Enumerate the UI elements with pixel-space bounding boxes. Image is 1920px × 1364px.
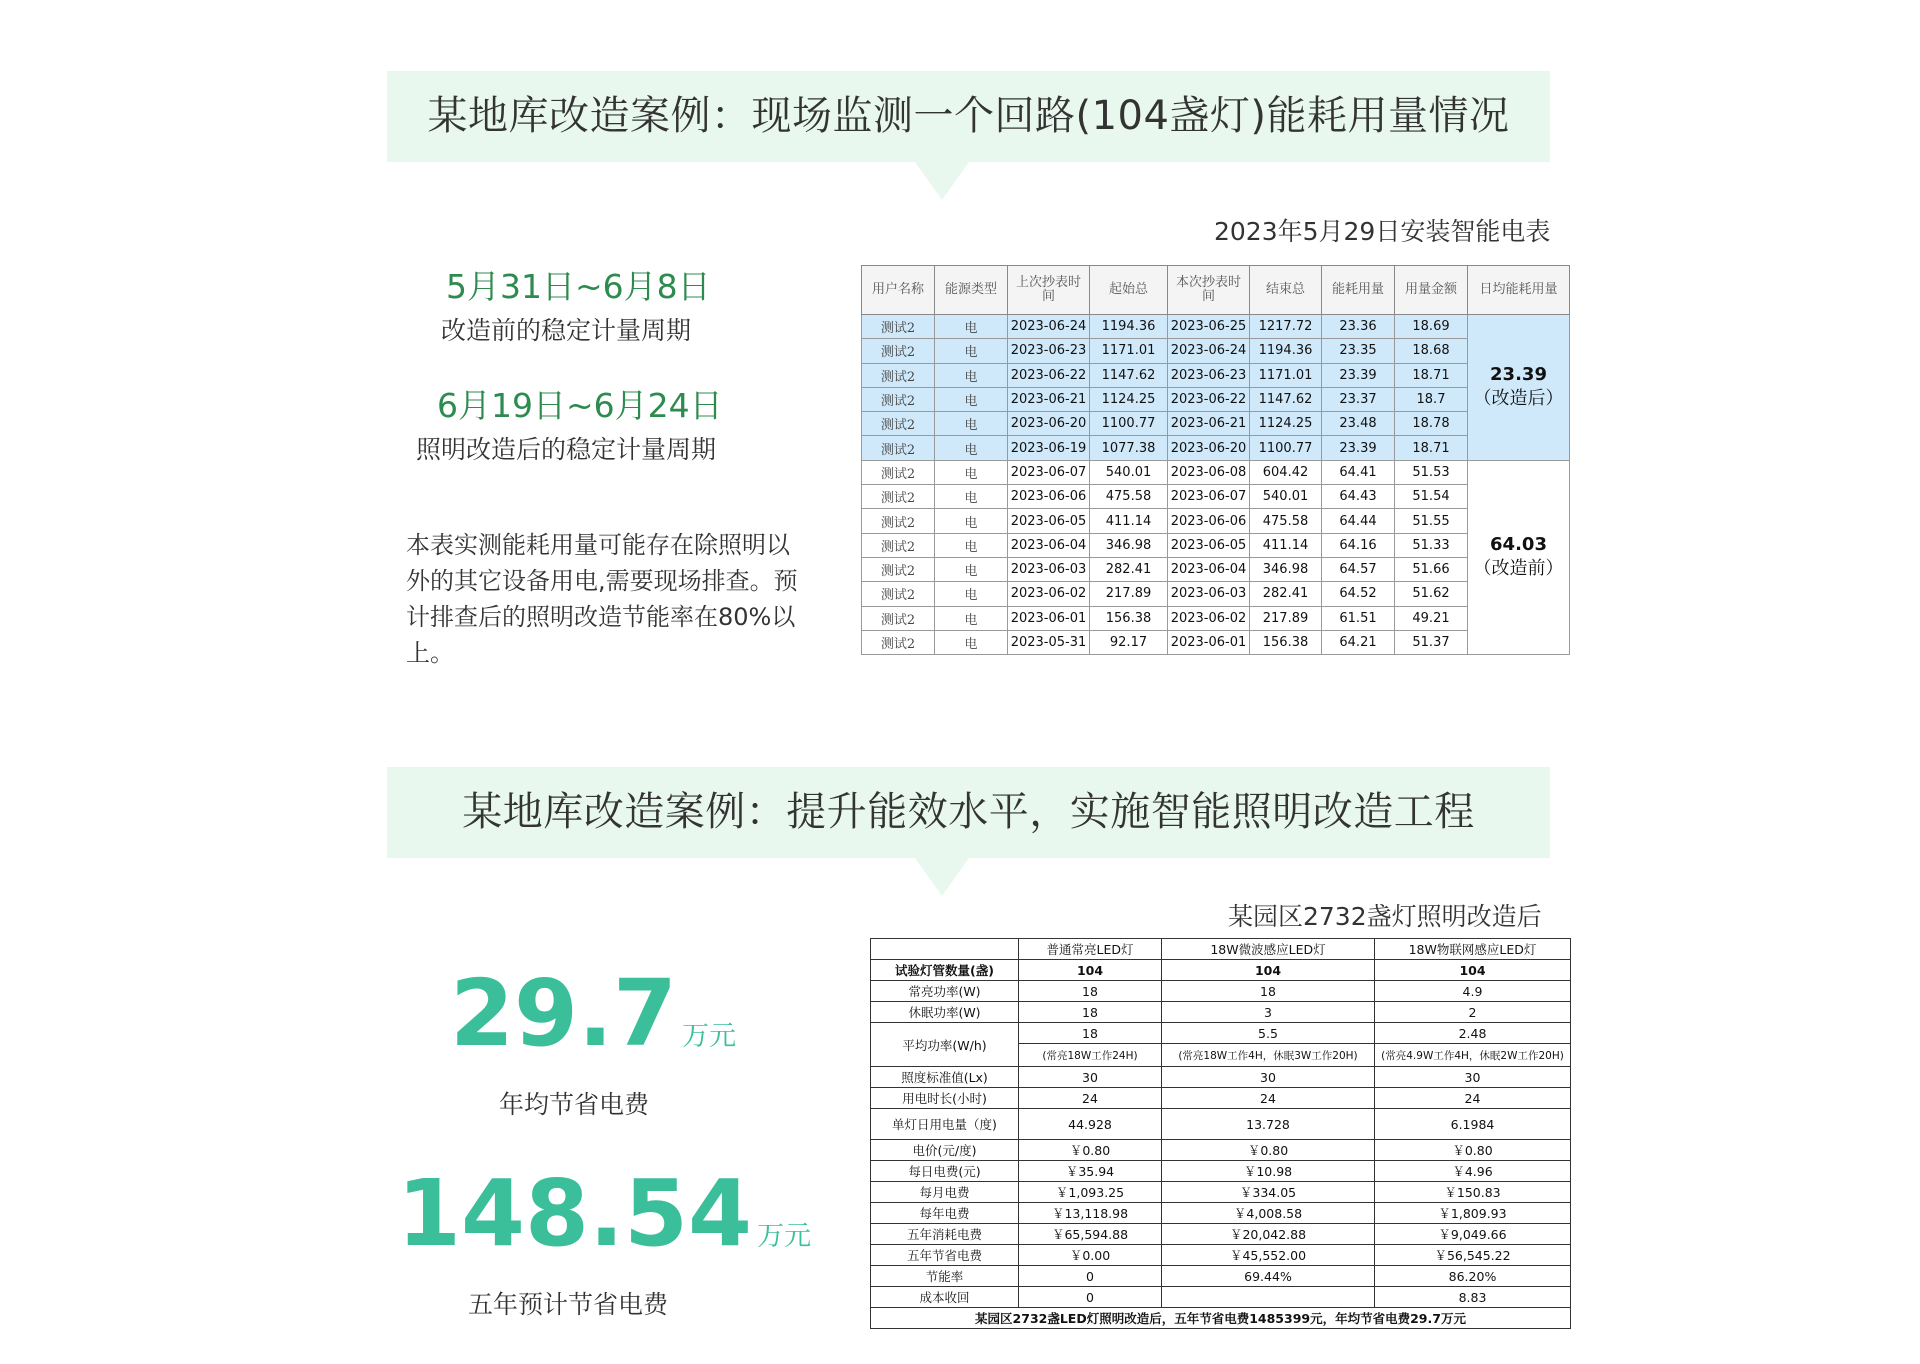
table-cell: 346.98 <box>1250 557 1322 581</box>
table-cell: 1194.36 <box>1090 315 1168 339</box>
table-cell: 电 <box>935 412 1008 436</box>
row-label: 每年电费 <box>871 1203 1019 1224</box>
table-cell: 测试2 <box>862 630 935 654</box>
column-header: 普通常亮LED灯 <box>1019 939 1162 960</box>
column-header: 上次抄表时间 <box>1008 266 1090 315</box>
table-cell: 0 <box>1019 1266 1162 1287</box>
column-header: 用户名称 <box>862 266 935 315</box>
table-cell: 电 <box>935 533 1008 557</box>
meter-caption: 2023年5月29日安装智能电表 <box>1214 217 1551 246</box>
table-cell: 2023-06-03 <box>1168 582 1250 606</box>
row-label: 电价(元/度) <box>871 1140 1019 1161</box>
table-cell: 电 <box>935 315 1008 339</box>
table-cell: 2023-06-05 <box>1008 509 1090 533</box>
column-header: 能源类型 <box>935 266 1008 315</box>
table-cell: ￥45,552.00 <box>1162 1245 1375 1266</box>
table-row <box>871 1023 1571 1044</box>
column-header: 起始总 <box>1090 266 1168 315</box>
table-cell: 电 <box>935 606 1008 630</box>
table-cell: 2023-06-01 <box>1008 606 1090 630</box>
table-cell: 电 <box>935 557 1008 581</box>
table-cell: ￥0.80 <box>1375 1140 1571 1161</box>
column-header: 18W微波感应LED灯 <box>1162 939 1375 960</box>
table-cell: 24 <box>1375 1088 1571 1109</box>
table-cell: 64.57 <box>1322 557 1395 581</box>
table-cell <box>1162 1287 1375 1308</box>
table-cell: 电 <box>935 630 1008 654</box>
table-row <box>862 509 1570 533</box>
table-cell: 2023-06-06 <box>1168 509 1250 533</box>
comparison-header-row <box>871 939 1571 960</box>
row-label: 单灯日用电量（度) <box>871 1109 1019 1140</box>
table-cell: 2023-06-04 <box>1008 533 1090 557</box>
row-label: 节能率 <box>871 1266 1019 1287</box>
table-cell: 64.41 <box>1322 460 1395 484</box>
table-cell: 51.37 <box>1395 630 1468 654</box>
table-row <box>862 630 1570 654</box>
column-header: 结束总 <box>1250 266 1322 315</box>
table-cell: 8.83 <box>1375 1287 1571 1308</box>
annual-savings-unit: 万元 <box>682 1021 737 1052</box>
table-cell: 2023-05-31 <box>1008 630 1090 654</box>
column-header: 本次抄表时间 <box>1168 266 1250 315</box>
table-cell: 2023-06-01 <box>1168 630 1250 654</box>
table-cell: 2023-06-23 <box>1168 363 1250 387</box>
table-cell: 测试2 <box>862 533 935 557</box>
period1-date: 5月31日~6月8日 <box>446 267 711 306</box>
column-header: 18W物联网感应LED灯 <box>1375 939 1571 960</box>
table-cell: 电 <box>935 485 1008 509</box>
section1-banner <box>387 71 1550 162</box>
table-cell: 156.38 <box>1090 606 1168 630</box>
table-cell: 604.42 <box>1250 460 1322 484</box>
meter-table-header <box>862 266 1570 315</box>
period2-desc: 照明改造后的稳定计量周期 <box>416 435 717 464</box>
table-row <box>871 1224 1571 1245</box>
table-cell: 540.01 <box>1250 485 1322 509</box>
table-cell: ￥13,118.98 <box>1019 1203 1162 1224</box>
table-cell: 104 <box>1019 960 1162 981</box>
table-cell: 2023-06-22 <box>1008 363 1090 387</box>
comparison-footer: 某园区2732盏LED灯照明改造后，五年节省电费1485399元，年均节省电费29.7万元 <box>871 1308 1571 1329</box>
row-label: 试验灯管数量(盏) <box>871 960 1019 981</box>
table-row <box>871 1182 1571 1203</box>
table-cell: 64.21 <box>1322 630 1395 654</box>
daily-avg-value: 23.39 <box>1490 364 1547 386</box>
table-cell: 4.9 <box>1375 981 1571 1002</box>
column-header <box>871 939 1019 960</box>
daily-avg-before <box>1468 460 1570 654</box>
table-cell: 24 <box>1019 1088 1162 1109</box>
table-cell: 2023-06-22 <box>1168 387 1250 411</box>
daily-avg-after <box>1468 315 1570 461</box>
table-cell: 3 <box>1162 1002 1375 1023</box>
table-cell: 18 <box>1162 981 1375 1002</box>
table-cell: 30 <box>1019 1067 1162 1088</box>
period1-desc: 改造前的稳定计量周期 <box>441 316 692 345</box>
column-header: 用量金额 <box>1395 266 1468 315</box>
row-label: 用电时长(小时) <box>871 1088 1019 1109</box>
table-row <box>871 1002 1571 1023</box>
annual-savings <box>450 960 736 1067</box>
table-cell: 346.98 <box>1090 533 1168 557</box>
table-cell: 61.51 <box>1322 606 1395 630</box>
table-cell: 0 <box>1019 1287 1162 1308</box>
five-year-savings-label: 五年预计节省电费 <box>468 1290 669 1319</box>
table-cell: 6.1984 <box>1375 1109 1571 1140</box>
table-cell: 18.71 <box>1395 363 1468 387</box>
table-cell: 156.38 <box>1250 630 1322 654</box>
table-cell: 2023-06-25 <box>1168 315 1250 339</box>
table-row <box>862 460 1570 484</box>
table-cell: 2023-06-07 <box>1008 460 1090 484</box>
table-row <box>862 557 1570 581</box>
table-cell: ￥0.80 <box>1019 1140 1162 1161</box>
table-cell: 18 <box>1019 1023 1162 1044</box>
table-cell: 23.36 <box>1322 315 1395 339</box>
table-cell: 475.58 <box>1090 485 1168 509</box>
table-cell: 540.01 <box>1090 460 1168 484</box>
table-cell: 2023-06-23 <box>1008 339 1090 363</box>
row-label: 成本收回 <box>871 1287 1019 1308</box>
meter-table <box>861 265 1570 655</box>
banner-pointer <box>915 162 969 200</box>
table-cell: 92.17 <box>1090 630 1168 654</box>
table-cell: 2023-06-02 <box>1008 582 1090 606</box>
table-cell: ￥65,594.88 <box>1019 1224 1162 1245</box>
table-cell: 282.41 <box>1250 582 1322 606</box>
table-row <box>871 1109 1571 1140</box>
table-cell: 2023-06-20 <box>1008 412 1090 436</box>
table-cell: 282.41 <box>1090 557 1168 581</box>
table-cell: 23.35 <box>1322 339 1395 363</box>
table-cell: 30 <box>1375 1067 1571 1088</box>
table-cell: 1217.72 <box>1250 315 1322 339</box>
table-cell: 测试2 <box>862 509 935 533</box>
table-cell: ￥334.05 <box>1162 1182 1375 1203</box>
column-header: 日均能耗用量 <box>1468 266 1570 315</box>
table-cell: 2023-06-20 <box>1168 436 1250 460</box>
table-row <box>862 387 1570 411</box>
period2-date: 6月19日~6月24日 <box>437 386 723 425</box>
table-cell: ￥10.98 <box>1162 1161 1375 1182</box>
section2-banner <box>387 767 1550 858</box>
table-cell: 18.78 <box>1395 412 1468 436</box>
table-row <box>862 363 1570 387</box>
table-cell: 23.39 <box>1322 436 1395 460</box>
table-row <box>862 533 1570 557</box>
table-cell: 测试2 <box>862 582 935 606</box>
table-cell: 电 <box>935 582 1008 606</box>
table-cell: ￥150.83 <box>1375 1182 1571 1203</box>
table-cell: 2023-06-21 <box>1008 387 1090 411</box>
table-cell: 18 <box>1019 1002 1162 1023</box>
table-cell: 86.20% <box>1375 1266 1571 1287</box>
table-cell: 18.69 <box>1395 315 1468 339</box>
table-cell: 64.44 <box>1322 509 1395 533</box>
table-cell: 2 <box>1375 1002 1571 1023</box>
table-cell: 测试2 <box>862 315 935 339</box>
five-year-savings <box>397 1160 811 1267</box>
column-header: 能耗用量 <box>1322 266 1395 315</box>
table-row <box>862 582 1570 606</box>
banner-pointer <box>915 858 969 896</box>
table-cell: 18.7 <box>1395 387 1468 411</box>
table-cell: 51.62 <box>1395 582 1468 606</box>
table-row <box>862 315 1570 339</box>
row-label: 每月电费 <box>871 1182 1019 1203</box>
table-cell: 51.54 <box>1395 485 1468 509</box>
table-cell: 2023-06-07 <box>1168 485 1250 509</box>
table-cell: 2023-06-06 <box>1008 485 1090 509</box>
table-cell-note: (常亮18W工作4H，休眠3W工作20H) <box>1162 1044 1375 1067</box>
table-cell: 电 <box>935 339 1008 363</box>
row-label: 五年节省电费 <box>871 1245 1019 1266</box>
table-cell: 18.68 <box>1395 339 1468 363</box>
table-cell: 104 <box>1375 960 1571 981</box>
table-cell: 104 <box>1162 960 1375 981</box>
table-cell: 1171.01 <box>1250 363 1322 387</box>
table-cell: 1171.01 <box>1090 339 1168 363</box>
table-row <box>871 1067 1571 1088</box>
table-cell: 电 <box>935 509 1008 533</box>
table-cell: 1124.25 <box>1090 387 1168 411</box>
table-row <box>862 339 1570 363</box>
table-cell: 23.37 <box>1322 387 1395 411</box>
table-cell: 测试2 <box>862 339 935 363</box>
table-row <box>871 1266 1571 1287</box>
table-cell: 51.55 <box>1395 509 1468 533</box>
table-cell: 51.66 <box>1395 557 1468 581</box>
table-cell: 测试2 <box>862 606 935 630</box>
table-cell: 18.71 <box>1395 436 1468 460</box>
table-cell: 1147.62 <box>1250 387 1322 411</box>
table-cell: 1194.36 <box>1250 339 1322 363</box>
table-cell: 2023-06-21 <box>1168 412 1250 436</box>
table-cell: 475.58 <box>1250 509 1322 533</box>
table-cell: 2.48 <box>1375 1023 1571 1044</box>
table-cell: 411.14 <box>1090 509 1168 533</box>
section1-title: 某地库改造案例：现场监测一个回路(104盏灯)能耗用量情况 <box>427 93 1510 139</box>
section2-title: 某地库改造案例：提升能效水平，实施智能照明改造工程 <box>462 789 1475 835</box>
table-cell: ￥1,809.93 <box>1375 1203 1571 1224</box>
table-row <box>862 436 1570 460</box>
table-cell: 23.48 <box>1322 412 1395 436</box>
table-cell: 1077.38 <box>1090 436 1168 460</box>
row-label: 平均功率(W/h) <box>871 1023 1019 1067</box>
table-cell: 2023-06-24 <box>1168 339 1250 363</box>
row-label: 照度标准值(Lx) <box>871 1067 1019 1088</box>
row-label: 休眠功率(W) <box>871 1002 1019 1023</box>
table-cell: 2023-06-02 <box>1168 606 1250 630</box>
table-row <box>862 485 1570 509</box>
table-cell: 23.39 <box>1322 363 1395 387</box>
row-label: 每日电费(元) <box>871 1161 1019 1182</box>
row-label: 常亮功率(W) <box>871 981 1019 1002</box>
table-cell: 测试2 <box>862 412 935 436</box>
table-cell: 217.89 <box>1090 582 1168 606</box>
table-cell: 2023-06-19 <box>1008 436 1090 460</box>
table-cell: ￥1,093.25 <box>1019 1182 1162 1203</box>
table-cell: 1147.62 <box>1090 363 1168 387</box>
table-cell: ￥9,049.66 <box>1375 1224 1571 1245</box>
table-row <box>871 960 1571 981</box>
table-cell: 217.89 <box>1250 606 1322 630</box>
table-cell: 1100.77 <box>1250 436 1322 460</box>
table-cell: 电 <box>935 460 1008 484</box>
daily-avg-label: （改造后） <box>1473 388 1564 410</box>
daily-avg-label: （改造前） <box>1473 558 1564 580</box>
table-cell: ￥0.00 <box>1019 1245 1162 1266</box>
table-cell: 69.44% <box>1162 1266 1375 1287</box>
table-cell: 2023-06-05 <box>1168 533 1250 557</box>
table-cell: 测试2 <box>862 363 935 387</box>
table-cell: 测试2 <box>862 485 935 509</box>
table-cell: ￥20,042.88 <box>1162 1224 1375 1245</box>
table-row <box>862 412 1570 436</box>
table-cell: 51.33 <box>1395 533 1468 557</box>
table-cell: 51.53 <box>1395 460 1468 484</box>
table-cell: 64.16 <box>1322 533 1395 557</box>
table-row <box>871 1161 1571 1182</box>
table-cell: 30 <box>1162 1067 1375 1088</box>
table-cell-note: (常亮4.9W工作4H，休眠2W工作20H) <box>1375 1044 1571 1067</box>
table-cell: 电 <box>935 436 1008 460</box>
table-cell: 18 <box>1019 981 1162 1002</box>
table-cell: 2023-06-24 <box>1008 315 1090 339</box>
table-cell-note: (常亮18W工作24H) <box>1019 1044 1162 1067</box>
comparison-table <box>870 938 1571 1329</box>
table-cell: 64.52 <box>1322 582 1395 606</box>
table-cell: 1124.25 <box>1250 412 1322 436</box>
table-cell: 电 <box>935 363 1008 387</box>
table-cell: ￥35.94 <box>1019 1161 1162 1182</box>
table-row <box>871 981 1571 1002</box>
table-cell: 49.21 <box>1395 606 1468 630</box>
table-cell: 2023-06-03 <box>1008 557 1090 581</box>
table-cell: 411.14 <box>1250 533 1322 557</box>
table-cell: ￥4,008.58 <box>1162 1203 1375 1224</box>
annual-savings-value: 29.7 <box>450 960 677 1067</box>
table-cell: 5.5 <box>1162 1023 1375 1044</box>
table-cell: 测试2 <box>862 460 935 484</box>
table-cell: 测试2 <box>862 436 935 460</box>
table-cell: 2023-06-04 <box>1168 557 1250 581</box>
row-label: 五年消耗电费 <box>871 1224 1019 1245</box>
comparison-footer-row <box>871 1308 1571 1329</box>
table-row <box>871 1203 1571 1224</box>
table-row <box>871 1245 1571 1266</box>
table-cell: ￥4.96 <box>1375 1161 1571 1182</box>
comparison-caption: 某园区2732盏灯照明改造后 <box>1228 902 1542 931</box>
table-cell: 44.928 <box>1019 1109 1162 1140</box>
measurement-note: 本表实测能耗用量可能存在除照明以外的其它设备用电,需要现场排查。预计排查后的照明改造节能率在80%以上。 <box>406 531 798 667</box>
five-year-savings-value: 148.54 <box>397 1160 753 1267</box>
table-cell: 2023-06-08 <box>1168 460 1250 484</box>
table-row <box>862 606 1570 630</box>
daily-avg-value: 64.03 <box>1490 534 1547 556</box>
table-cell: 测试2 <box>862 557 935 581</box>
table-cell: ￥56,545.22 <box>1375 1245 1571 1266</box>
table-cell: 测试2 <box>862 387 935 411</box>
table-cell: 电 <box>935 387 1008 411</box>
table-cell: 1100.77 <box>1090 412 1168 436</box>
table-cell: 64.43 <box>1322 485 1395 509</box>
annual-savings-label: 年均节省电费 <box>499 1090 650 1119</box>
table-cell: ￥0.80 <box>1162 1140 1375 1161</box>
five-year-savings-unit: 万元 <box>757 1221 812 1252</box>
table-row <box>871 1088 1571 1109</box>
table-row <box>871 1287 1571 1308</box>
table-row <box>871 1140 1571 1161</box>
table-cell: 13.728 <box>1162 1109 1375 1140</box>
table-cell: 24 <box>1162 1088 1375 1109</box>
